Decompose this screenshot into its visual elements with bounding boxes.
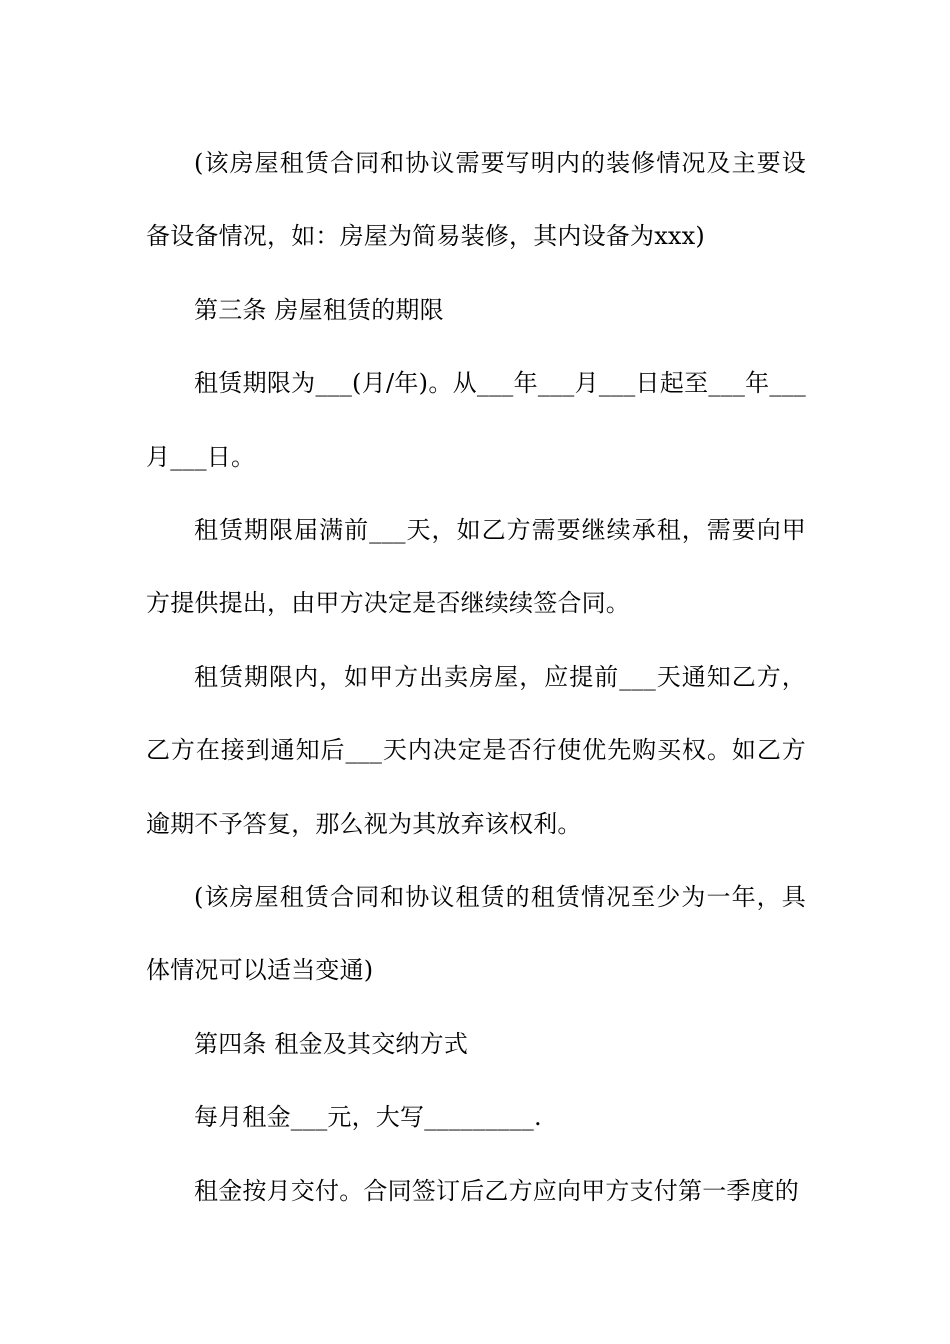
paragraph-monthly-rent: 每月租金___元，大写_________. (194, 1103, 542, 1132)
paragraph-renewal: 租赁期限届满前___天，如乙方需要继续承租，需要向甲方提供提出，由甲方决定是否继续续签合同。 (146, 516, 806, 618)
paragraph-payment: 租金按月交付。合同签订后乙方应向甲方支付第一季度的 (194, 1176, 799, 1205)
article-3-heading: 第三条 房屋租赁的期限 (194, 295, 444, 324)
paragraph-preemptive-right: 租赁期限内，如甲方出卖房屋，应提前___天通知乙方，乙方在接到通知后___天内决定是否行使优先购买权。如乙方逾期不予答复，那么视为其放弃该权利。 (146, 662, 806, 838)
document-body (146, 127, 806, 1228)
paragraph-term-note: (该房屋租赁合同和协议租赁的租赁情况至少为一年，具体情况可以适当变通) (146, 883, 806, 985)
paragraph-decoration-note: (该房屋租赁合同和协议需要写明内的装修情况及主要设备设备情况，如：房屋为简易装修，其内设备为xxx) (146, 149, 806, 251)
paragraph-lease-term: 租赁期限为___(月/年)。从___年___月___日起至___年___月___日。 (146, 369, 806, 471)
article-4-heading: 第四条 租金及其交纳方式 (194, 1029, 469, 1058)
